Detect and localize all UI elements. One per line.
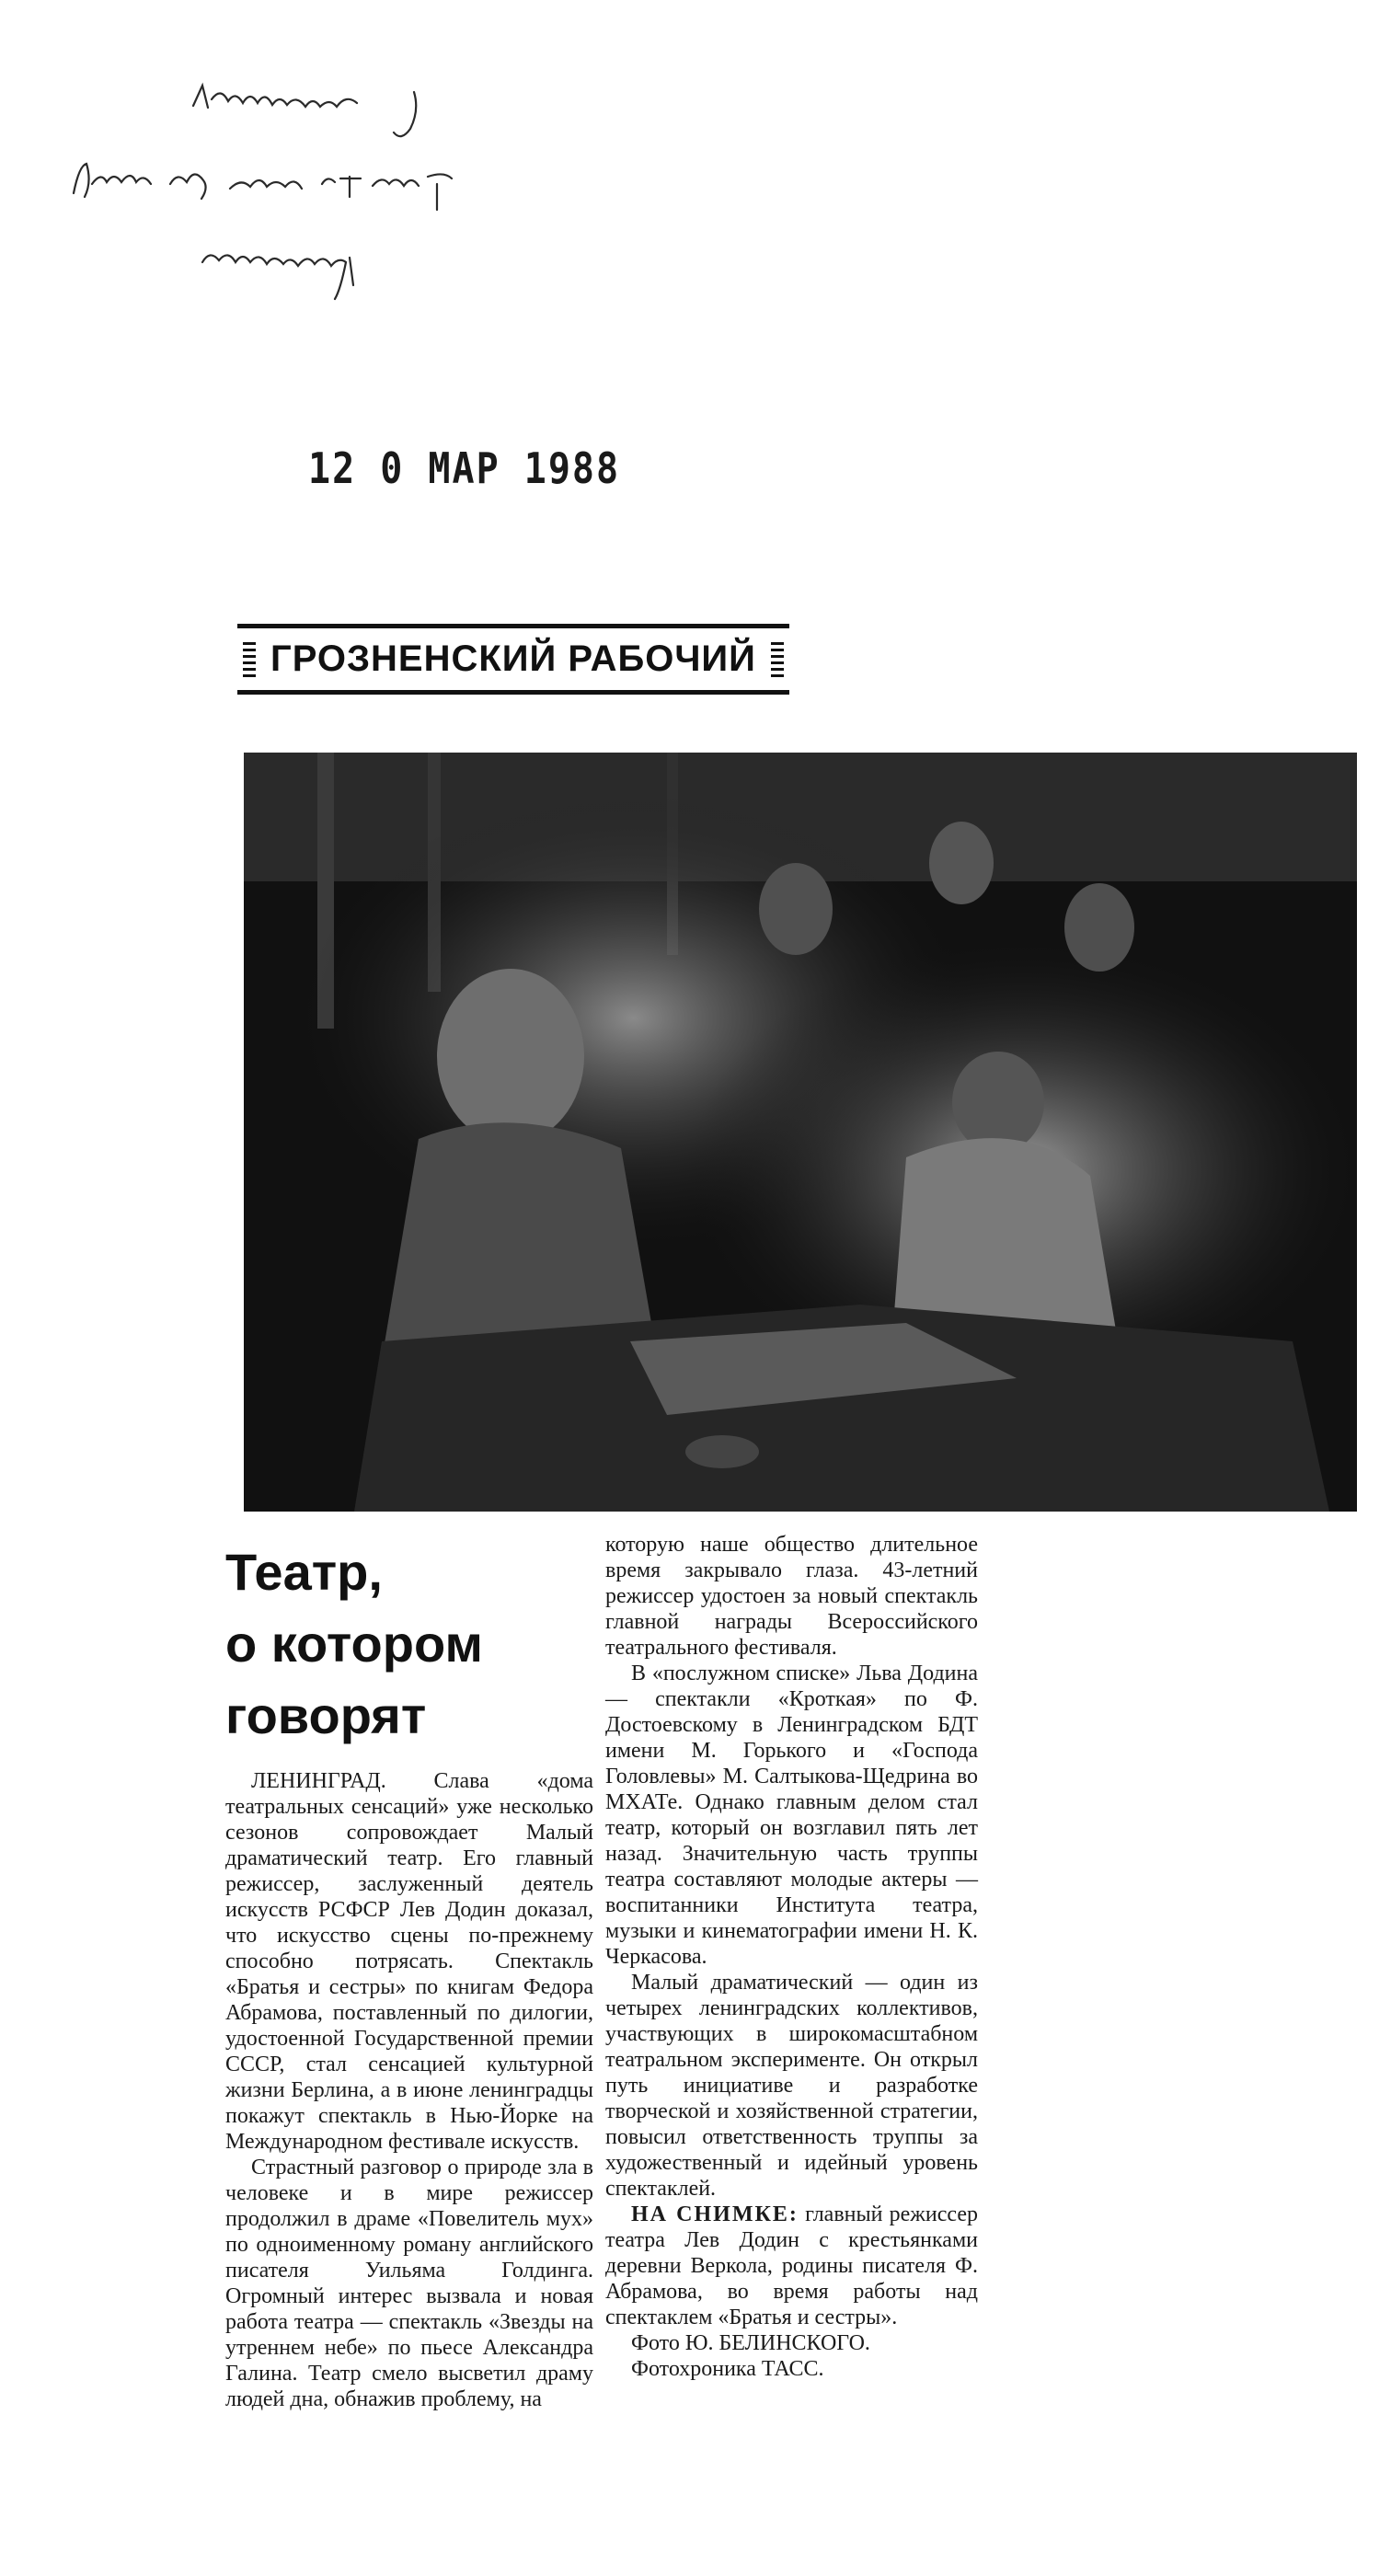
article-paragraph: Страстный разговор о природе зла в человеке и в мире режиссер продолжил в драме «Повелитель мух» по одноименному роману английского писателя Уильяма Голдинга. Огромный интерес вызвала и новая работа театра — спектакль «Звезды на утреннем небе» по пьесе Александра Галина. Театр смело высветил драму людей дна, обнажив проблему, на bbox=[225, 2156, 593, 2411]
handwritten-note bbox=[55, 55, 570, 313]
article-paragraph: которую наше общество длительное время закрывало глаза. 43-летний режиссер удостоен за новый спектакль главной награды Всероссийского театрального фестиваля. bbox=[605, 1533, 978, 1660]
headline-line: говорят bbox=[225, 1686, 427, 1744]
article-paragraph: В «послужном списке» Льва Додина — спектакли «Кроткая» по Ф. Достоевскому в Ленинградском БДТ имени М. Горького и «Господа Головлевы» М. Салтыкова-Щедрина во МХАТе. Однако главным делом стал театр, который он возглавил пять лет назад. Значительную часть труппы театра составляют молодые актеры — воспитанники Института театра, музыки и кинематографии имени Н. К. Черкасова. bbox=[605, 1662, 978, 1969]
caption-lead: НА СНИМКЕ: bbox=[631, 2202, 799, 2226]
masthead-rule-top bbox=[237, 624, 789, 628]
article-headline bbox=[225, 1536, 593, 1752]
article-left-column bbox=[225, 1536, 593, 2412]
masthead-rule-bottom bbox=[237, 690, 789, 695]
masthead-ornament-right bbox=[771, 642, 784, 679]
caption-text: главный режиссер театра Лев Додин с крестьянками деревни Веркола, родины писателя Ф. Абрамова, во время работы над спектаклем «Братья и сестры». bbox=[605, 2202, 978, 2329]
article-right-column bbox=[605, 1532, 978, 2382]
masthead-ornament-left bbox=[243, 642, 256, 679]
photo-credit: Фото Ю. БЕЛИНСКОГО. bbox=[631, 2331, 870, 2355]
news-photograph bbox=[244, 753, 1357, 1512]
agency-credit: Фотохроника ТАСС. bbox=[631, 2357, 824, 2381]
article-paragraph: Малый драматический — один из четырех ленинградских коллективов, участвующих в широкомасштабном театральном эксперименте. Он открыл путь инициативе и разработке творческой и хозяйственной стратегии, повысил ответственность труппы за художественный и идейный уровень спектаклей. bbox=[605, 1971, 978, 2201]
article-paragraph: ЛЕНИНГРАД. Слава «дома театральных сенсаций» уже несколько сезонов сопровождает Малый драматический театр. Его главный режиссер, заслуженный деятель искусств РСФСР Лев Додин доказал, что искусство сцены по-прежнему способно потрясать. Спектакль «Братья и сестры» по книгам Федора Абрамова, поставленный по дилогии, удостоенной Государственной премии СССР, стал сенсацией культурной жизни Берлина, а в июне ленинградцы покажут спектакль в Нью-Йорке на Международном фестивале искусств. bbox=[225, 1769, 593, 2154]
date-stamp: 12 0 МАР 1988 bbox=[308, 444, 621, 494]
headline-line: Театр, bbox=[225, 1543, 383, 1601]
photograph-rehearsal-scene-icon bbox=[244, 753, 1357, 1512]
headline-line: о котором bbox=[225, 1615, 483, 1673]
newspaper-masthead bbox=[237, 615, 789, 702]
article-body-left bbox=[225, 1768, 593, 2412]
newspaper-title: ГРОЗНЕНСКИЙ РАБОЧИЙ bbox=[270, 638, 756, 679]
handwriting-signature-icon bbox=[55, 55, 570, 313]
photo-caption bbox=[605, 2202, 978, 2330]
